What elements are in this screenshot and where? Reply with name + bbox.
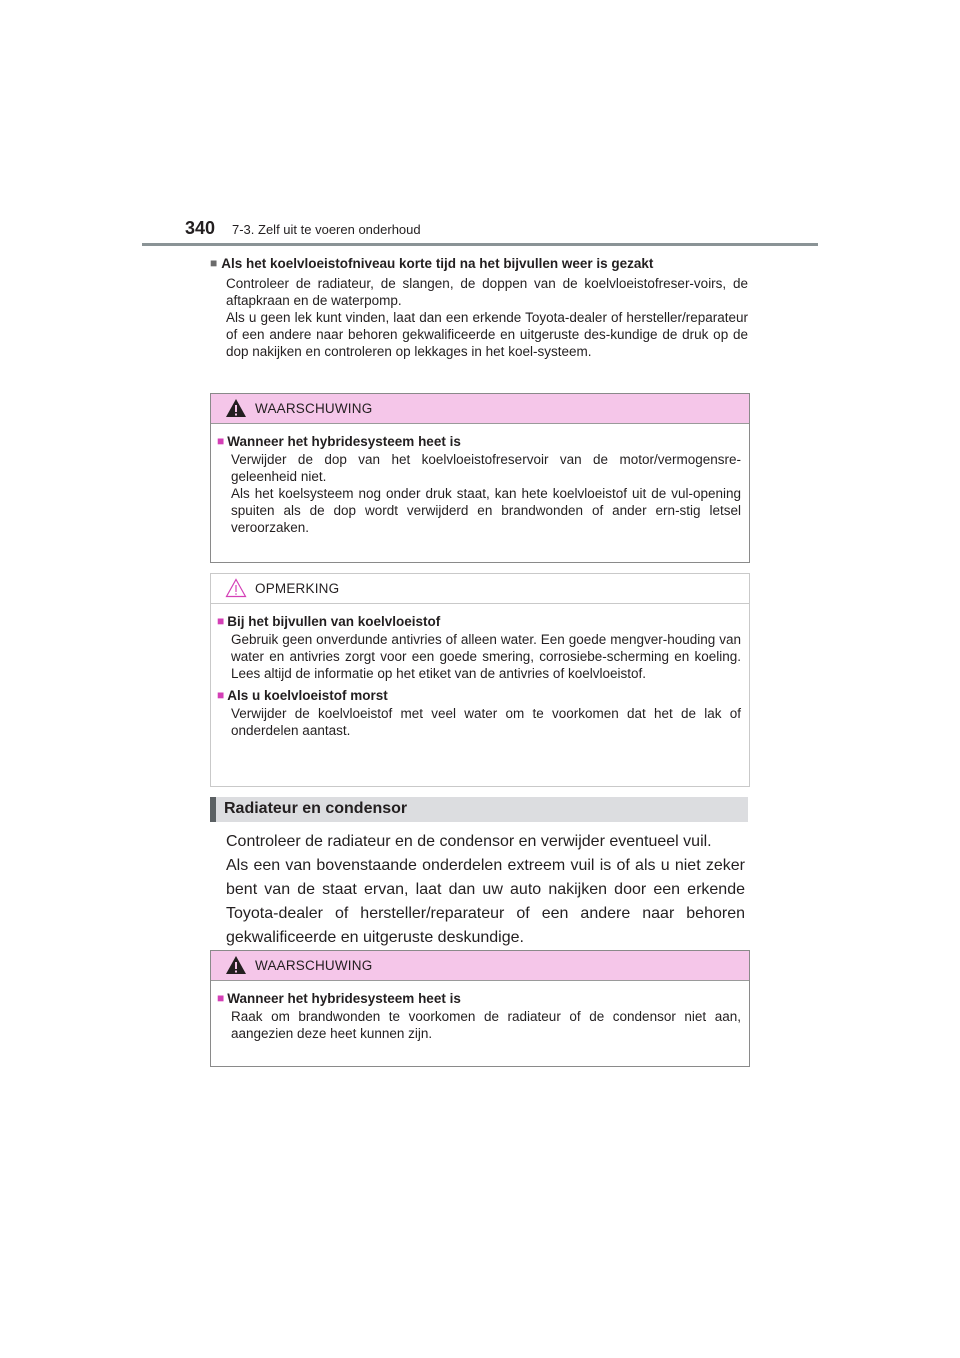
warning-triangle-icon — [225, 955, 247, 975]
radiator-section-body — [226, 830, 745, 950]
warning-header — [211, 951, 749, 981]
notice-label: OPMERKING — [255, 581, 340, 596]
section-accent-bar — [210, 797, 216, 822]
black-square-icon: ■ — [210, 256, 218, 270]
notice-item-2-title-text: Als u koelvloeistof morst — [227, 688, 388, 703]
warning-box-hybrid-radiator — [210, 950, 750, 1067]
leak-section-title-text: Als het koelvloeistofniveau korte tijd na het bijvullen weer is gezakt — [221, 256, 654, 271]
pink-square-icon: ■ — [217, 991, 225, 1005]
warning-item-text — [217, 451, 741, 536]
notice-item-2-title — [217, 688, 741, 703]
pink-square-icon: ■ — [217, 688, 225, 702]
pink-square-icon: ■ — [217, 614, 225, 628]
warning-box-hybrid-cap — [210, 393, 750, 563]
header-divider — [142, 243, 818, 246]
warning-triangle-icon — [225, 398, 247, 418]
warning-item-text — [217, 1008, 741, 1042]
radiator-paragraph-1: Controleer de radiateur en de condensor en verwijder eventueel vuil. — [226, 833, 712, 850]
warning-label: WAARSCHUWING — [255, 401, 373, 416]
notice-item-1-title-text: Bij het bijvullen van koelvloeistof — [227, 614, 441, 629]
warning-item-title-text: Wanneer het hybridesysteem heet is — [227, 991, 461, 1006]
notice-triangle-icon — [225, 578, 247, 598]
warning-header — [211, 394, 749, 424]
warning-item-title — [217, 991, 741, 1006]
notice-item-2-text — [217, 705, 741, 739]
page-number: 340 — [185, 218, 216, 238]
notice-item-1-paragraph: Gebruik geen onverdunde antivries of alleen water. Een goede mengver-houding van water en antivries zorgt voor een goede smering, corrosiebe-scherming en koeling. Lees altijd de informatie op het etiket van de antivries of koelvloeistof. — [231, 632, 741, 681]
warning-item-title-text: Wanneer het hybridesysteem heet is — [227, 434, 461, 449]
warning-label: WAARSCHUWING — [255, 958, 373, 973]
pink-square-icon: ■ — [217, 434, 225, 448]
notice-header — [211, 574, 749, 604]
leak-paragraph-1: Controleer de radiateur, de slangen, de doppen van de koelvloeistofreser-voirs, de aftapkraan en de waterpomp. — [226, 276, 748, 308]
warning-item-title — [217, 434, 741, 449]
warning-paragraph-2: Als het koelsysteem nog onder druk staat, kan hete koelvloeistof uit de vul-opening spuiten als de dop wordt verwijderd en brandwonden of ander ern-stig letsel veroorzaken. — [231, 486, 741, 535]
warning-body — [211, 981, 749, 1054]
notice-item-1-title — [217, 614, 741, 629]
chapter-title: 7-3. Zelf uit te voeren onderhoud — [232, 222, 421, 237]
notice-item-1-text — [217, 631, 741, 682]
leak-paragraph-2: Als u geen lek kunt vinden, laat dan een erkende Toyota-dealer of hersteller/reparateur of een andere naar behoren gekwalificeerde en uitgeruste des-kundige de druk op de dop nakijken en controleren op lekkages in het koel-systeem. — [226, 310, 748, 359]
leak-section-body — [210, 275, 748, 360]
notice-item-2-paragraph: Verwijder de koelvloeistof met veel water om te voorkomen dat het de lak of onderdelen aantast. — [231, 706, 741, 738]
notice-box-coolant — [210, 573, 750, 787]
warning-body — [211, 424, 749, 548]
leak-section-title — [210, 256, 750, 271]
notice-body — [211, 604, 749, 751]
radiator-paragraph-2: Als een van bovenstaande onderdelen extreem vuil is of als u niet zeker bent van de staat ervan, laat dan uw auto nakijken door een erkende Toyota-dealer of hersteller/reparateur of een andere naar behoren gekwalificeerde en uitgeruste deskundige. — [226, 857, 745, 946]
warning-paragraph-1: Raak om brandwonden te voorkomen de radiateur of de condensor niet aan, aangezien deze heet kunnen zijn. — [231, 1009, 741, 1041]
radiator-section-heading — [210, 797, 748, 822]
radiator-section-title: Radiateur en condensor — [224, 800, 408, 817]
warning-paragraph-1: Verwijder de dop van het koelvloeistofreservoir van de motor/vermogensre-geleenheid niet. — [231, 452, 741, 484]
leak-section — [210, 256, 750, 360]
